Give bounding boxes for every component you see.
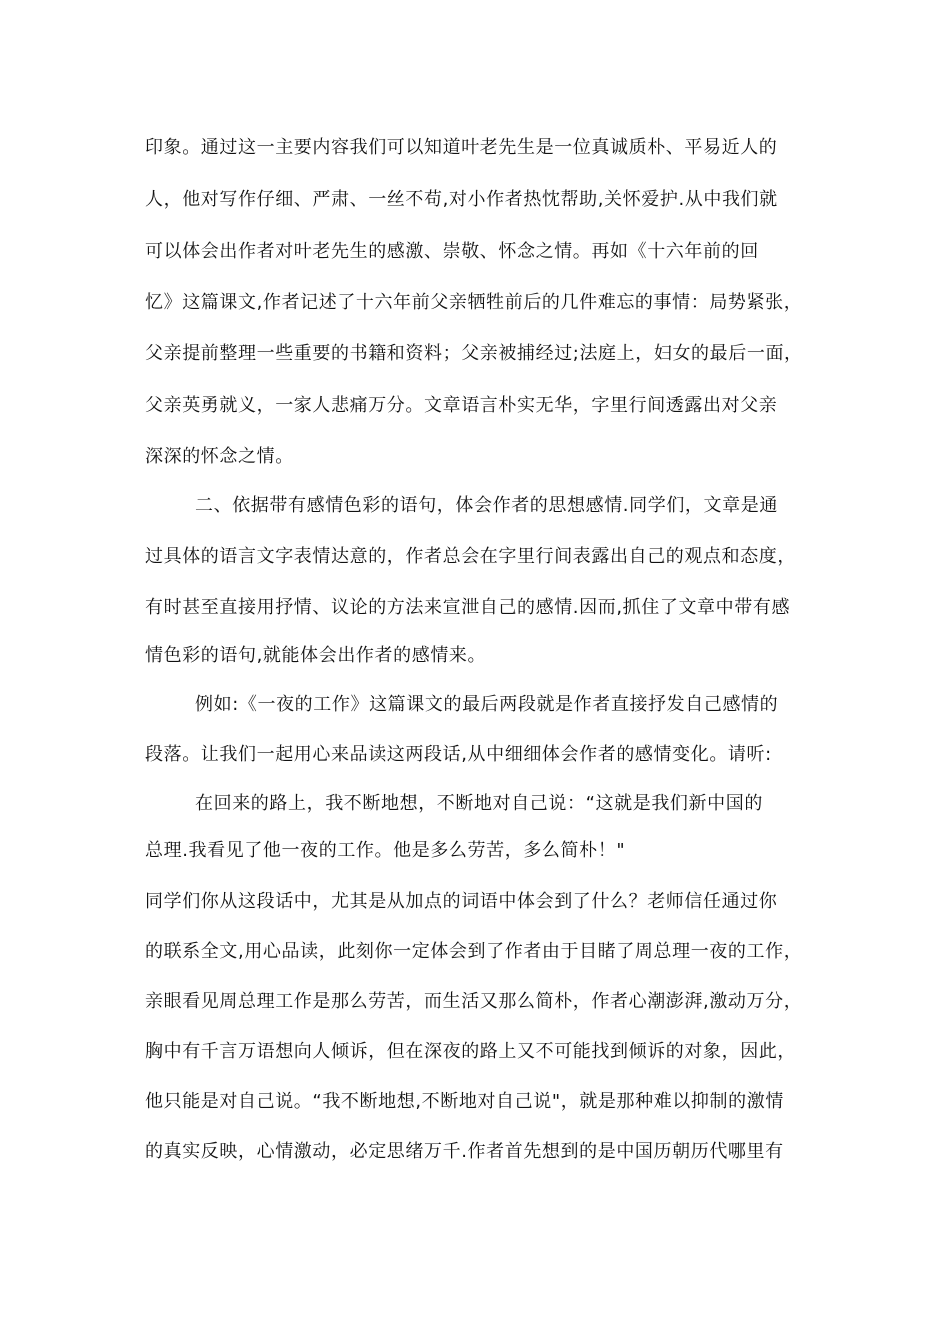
text-line: 段落。让我们一起用心来品读这两段话,从中细细体会作者的感情变化。请听:: [145, 744, 772, 765]
text-line: 父亲英勇就义，一家人悲痛万分。文章语言朴实无华，字里行间透露出对父亲: [145, 395, 778, 416]
text-line: 可以体会出作者对叶老先生的感激、崇敬、怀念之情。再如《十六年前的回: [145, 241, 759, 262]
text-line: 印象。通过这一主要内容我们可以知道叶老先生是一位真诚质朴、平易近人的: [145, 137, 778, 158]
text-line: 深深的怀念之情。: [145, 446, 294, 467]
text-line: 有时甚至直接用抒情、议论的方法来宣泄自己的感情.因而,抓住了文章中带有感: [145, 597, 791, 618]
text-line: 的联系全文,用心品读，此刻你一定体会到了作者由于目睹了周总理一夜的工作，: [145, 941, 803, 962]
text-line: 的真实反映，心情激动，必定思绪万千.作者首先想到的是中国历朝历代哪里有: [145, 1141, 784, 1162]
paragraph-start-line: 二、依据带有感情色彩的语句，体会作者的思想感情.同学们，文章是通: [195, 495, 778, 516]
paragraph-start-line: 例如:《一夜的工作》这篇课文的最后两段就是作者直接抒发自己感情的: [195, 694, 779, 715]
text-line: 情色彩的语句,就能体会出作者的感情来。: [145, 645, 487, 666]
text-line: 忆》这篇课文,作者记述了十六年前父亲牺牲前后的几件难忘的事情：局势紧张，: [145, 292, 803, 313]
quote-start-line: 在回来的路上，我不断地想，不断地对自己说：“这就是我们新中国的: [195, 793, 763, 814]
text-line: 同学们你从这段话中，尤其是从加点的词语中体会到了什么？老师信任通过你: [145, 891, 778, 912]
text-line: 父亲提前整理一些重要的书籍和资料；父亲被捕经过;法庭上，妇女的最后一面，: [145, 343, 803, 364]
text-line: 他只能是对自己说。“我不断地想,不断地对自己说"，就是那种难以抑制的激情: [145, 1091, 784, 1112]
text-line: 胸中有千言万语想向人倾诉，但在深夜的路上又不可能找到倾诉的对象，因此，: [145, 1041, 796, 1062]
text-line: 人，他对写作仔细、严肃、一丝不苟,对小作者热忱帮助,关怀爱护.从中我们就: [145, 189, 778, 210]
quote-line: 总理.我看见了他一夜的工作。他是多么劳苦，多么简朴！": [145, 840, 626, 861]
text-line: 过具体的语言文字表情达意的，作者总会在字里行间表露出自己的观点和态度，: [145, 546, 796, 567]
text-line: 亲眼看见周总理工作是那么劳苦，而生活又那么简朴，作者心潮澎湃,激动万分，: [145, 991, 803, 1012]
